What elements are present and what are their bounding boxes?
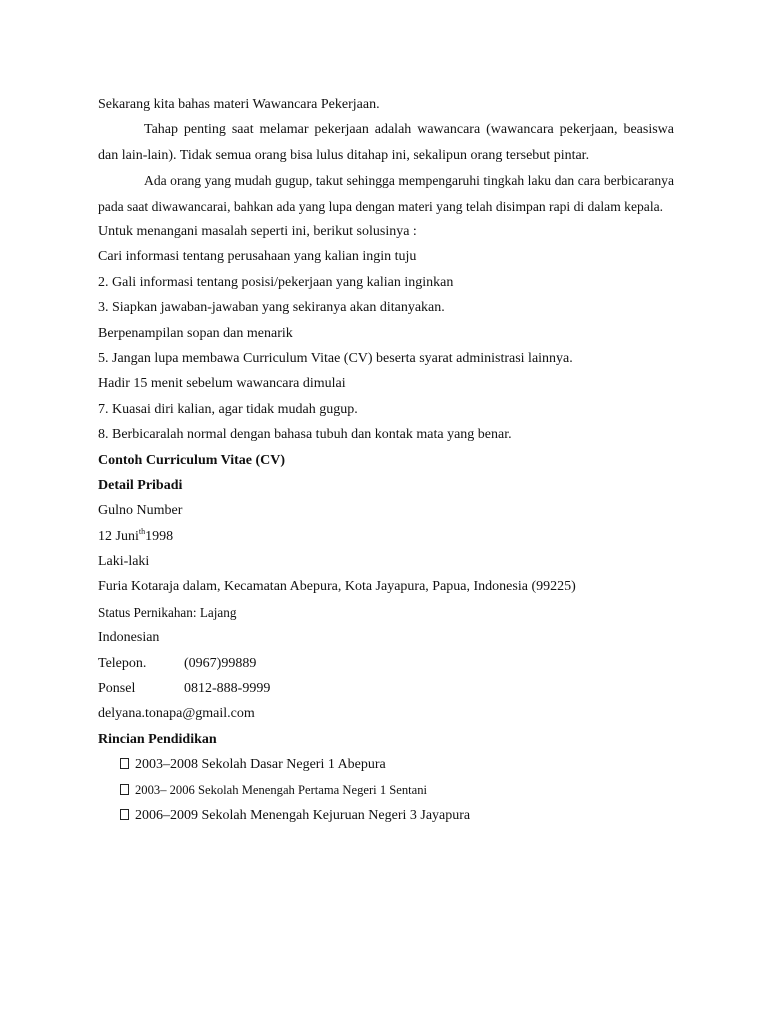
birth-suffix: th [138,526,146,536]
tip-item: 8. Berbicaralah normal dengan bahasa tubuh dan kontak mata yang benar. [98,427,512,443]
personal-name: Gulno Number [98,503,183,519]
tip-item: 2. Gali informasi tentang posisi/pekerjaan yang kalian inginkan [98,274,454,290]
tip-item: Cari informasi tentang perusahaan yang kalian ingin tuju [98,249,417,265]
tip-item: 5. Jangan lupa membawa Curriculum Vitae (CV) beserta syarat administrasi lainnya. [98,350,573,366]
personal-heading: Detail Pribadi [98,477,183,493]
mobile-label: Ponsel [98,681,136,697]
birth-day: 12 Juni [98,528,139,544]
education-item [98,778,674,803]
checkbox-bullet-icon [120,809,129,820]
document-page [98,92,674,828]
birth-year: 1998 [145,528,174,544]
education-text: 2003–2008 Sekolah Dasar Negeri 1 Abepura [135,757,386,773]
personal-nationality: Indonesian [98,630,160,646]
tip-item: 3. Siapkan jawaban-jawaban yang sekiranya akan ditanyakan. [98,300,445,316]
personal-gender: Laki-laki [98,554,150,570]
education-heading: Rincian Pendidikan [98,731,217,747]
cv-heading: Contoh Curriculum Vitae (CV) [98,452,286,468]
personal-address: Furia Kotaraja dalam, Kecamatan Abepura, Kota Jayapura, Papua, Indonesia (99225) [98,579,576,595]
phone-value: (0967)99889 [184,655,257,671]
checkbox-bullet-icon [120,784,129,795]
personal-marital-status: Status Pernikahan: Lajang [98,604,237,620]
education-item [98,752,674,777]
tip-item: 7. Kuasai diri kalian, agar tidak mudah gugup. [98,401,358,417]
paragraph-nervousness: Ada orang yang mudah gugup, takut sehingga mempengaruhi tingkah laku dan cara berbicaranya pada saat diwawancarai, bahkan ada yang lupa dengan materi yang telah disimpan rapi di dalam kepala. [98,173,674,214]
phone-label: Telepon. [98,655,147,671]
tips-list [98,244,674,447]
personal-birthdate [98,524,674,549]
solution-intro: Untuk menangani masalah seperti ini, berikut solusinya : [98,224,417,240]
personal-phone [98,651,674,676]
tip-item: Berpenampilan sopan dan menarik [98,325,293,341]
education-text: 2003– 2006 Sekolah Menengah Pertama Negeri 1 Sentani [135,782,428,797]
personal-mobile [98,676,674,701]
personal-details [98,498,674,727]
education-item [98,803,674,828]
tip-item: Hadir 15 menit sebelum wawancara dimulai [98,376,346,392]
intro-line: Sekarang kita bahas materi Wawancara Pekerjaan. [98,97,380,112]
education-text: 2006–2009 Sekolah Menengah Kejuruan Negeri 3 Jayapura [135,808,471,823]
personal-email: delyana.tonapa@gmail.com [98,706,255,722]
paragraph-interview-importance: Tahap penting saat melamar pekerjaan adalah wawancara (wawancara pekerjaan, beasiswa dan lain-lain). Tidak semua orang bisa lulus ditahap ini, sekalipun orang tersebut pintar. [98,122,674,163]
checkbox-bullet-icon [120,758,129,769]
education-list [98,752,674,828]
mobile-value: 0812-888-9999 [184,681,271,697]
